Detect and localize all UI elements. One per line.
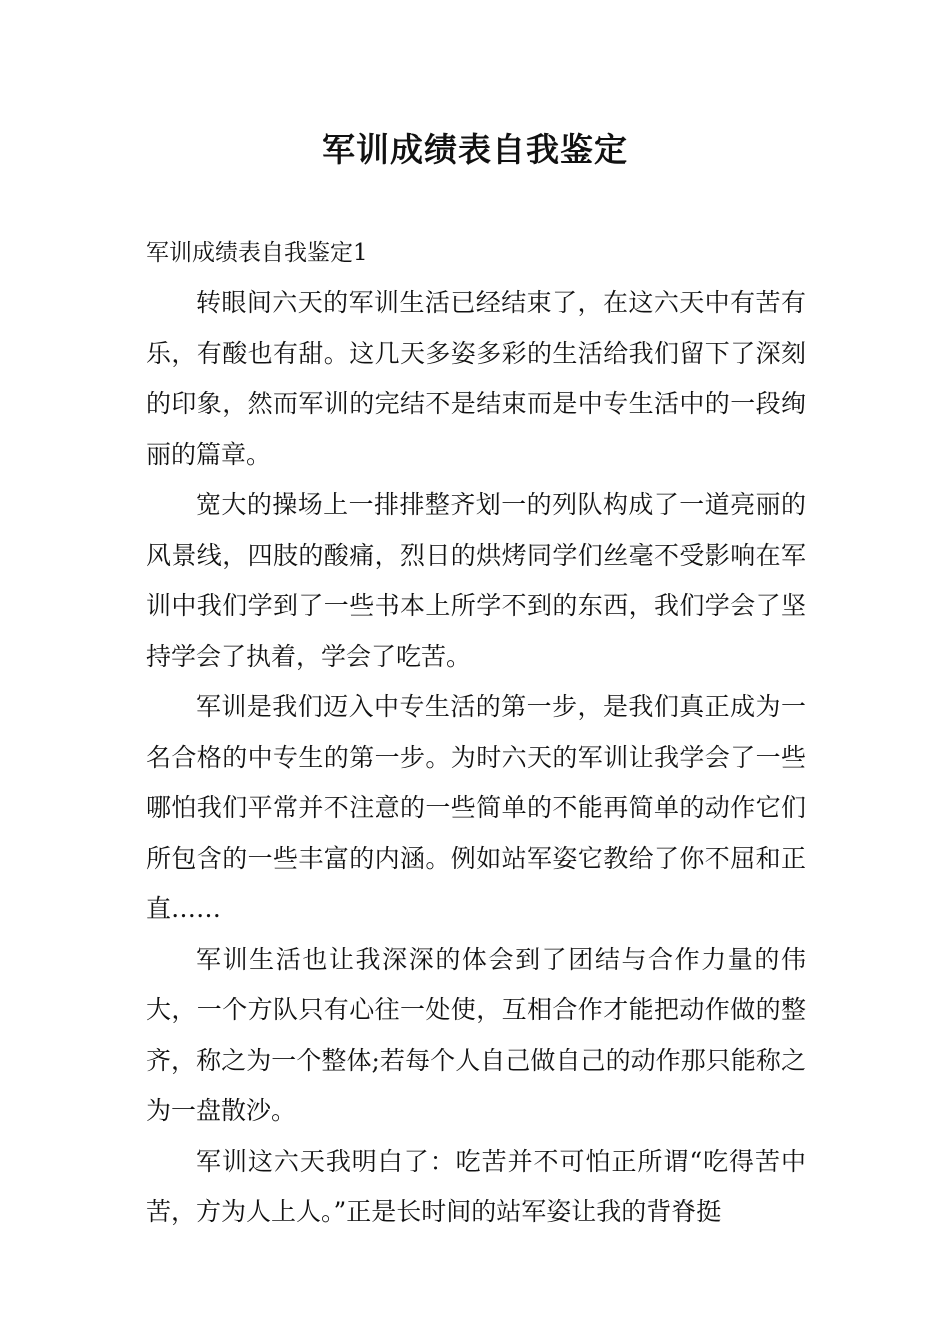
section-heading: 军训成绩表自我鉴定1	[146, 240, 368, 266]
paragraph-4: 军训生活也让我深深的体会到了团结与合作力量的伟大，一个方队只有心往一处使，互相合作才能把动作做的整齐，称之为一个整体;若每个人自己做自己的动作那只能称之为一盘散沙。	[146, 944, 806, 1125]
paragraph-1: 转眼间六天的军训生活已经结束了，在这六天中有苦有乐，有酸也有甜。这几天多姿多彩的生活给我们留下了深刻的印象，然而军训的完结不是结束而是中专生活中的一段绚丽的篇章。	[146, 288, 806, 469]
paragraph-2: 宽大的操场上一排排整齐划一的列队构成了一道亮丽的风景线，四肢的酸痛，烈日的烘烤同学们丝毫不受影响在军训中我们学到了一些书本上所学不到的东西，我们学会了坚持学会了执着，学会了吃苦。	[146, 490, 806, 671]
document-body	[146, 228, 806, 1238]
document-title: 军训成绩表自我鉴定	[322, 130, 628, 169]
paragraph-3: 军训是我们迈入中专生活的第一步，是我们真正成为一名合格的中专生的第一步。为时六天的军训让我学会了一些哪怕我们平常并不注意的一些简单的不能再简单的动作它们所包含的一些丰富的内涵。例如站军姿它教给了你不屈和正直……	[146, 692, 806, 923]
paragraph-5: 军训这六天我明白了：吃苦并不可怕正所谓“吃得苦中苦，方为人上人。”正是长时间的站军姿让我的背脊挺	[146, 1146, 806, 1226]
